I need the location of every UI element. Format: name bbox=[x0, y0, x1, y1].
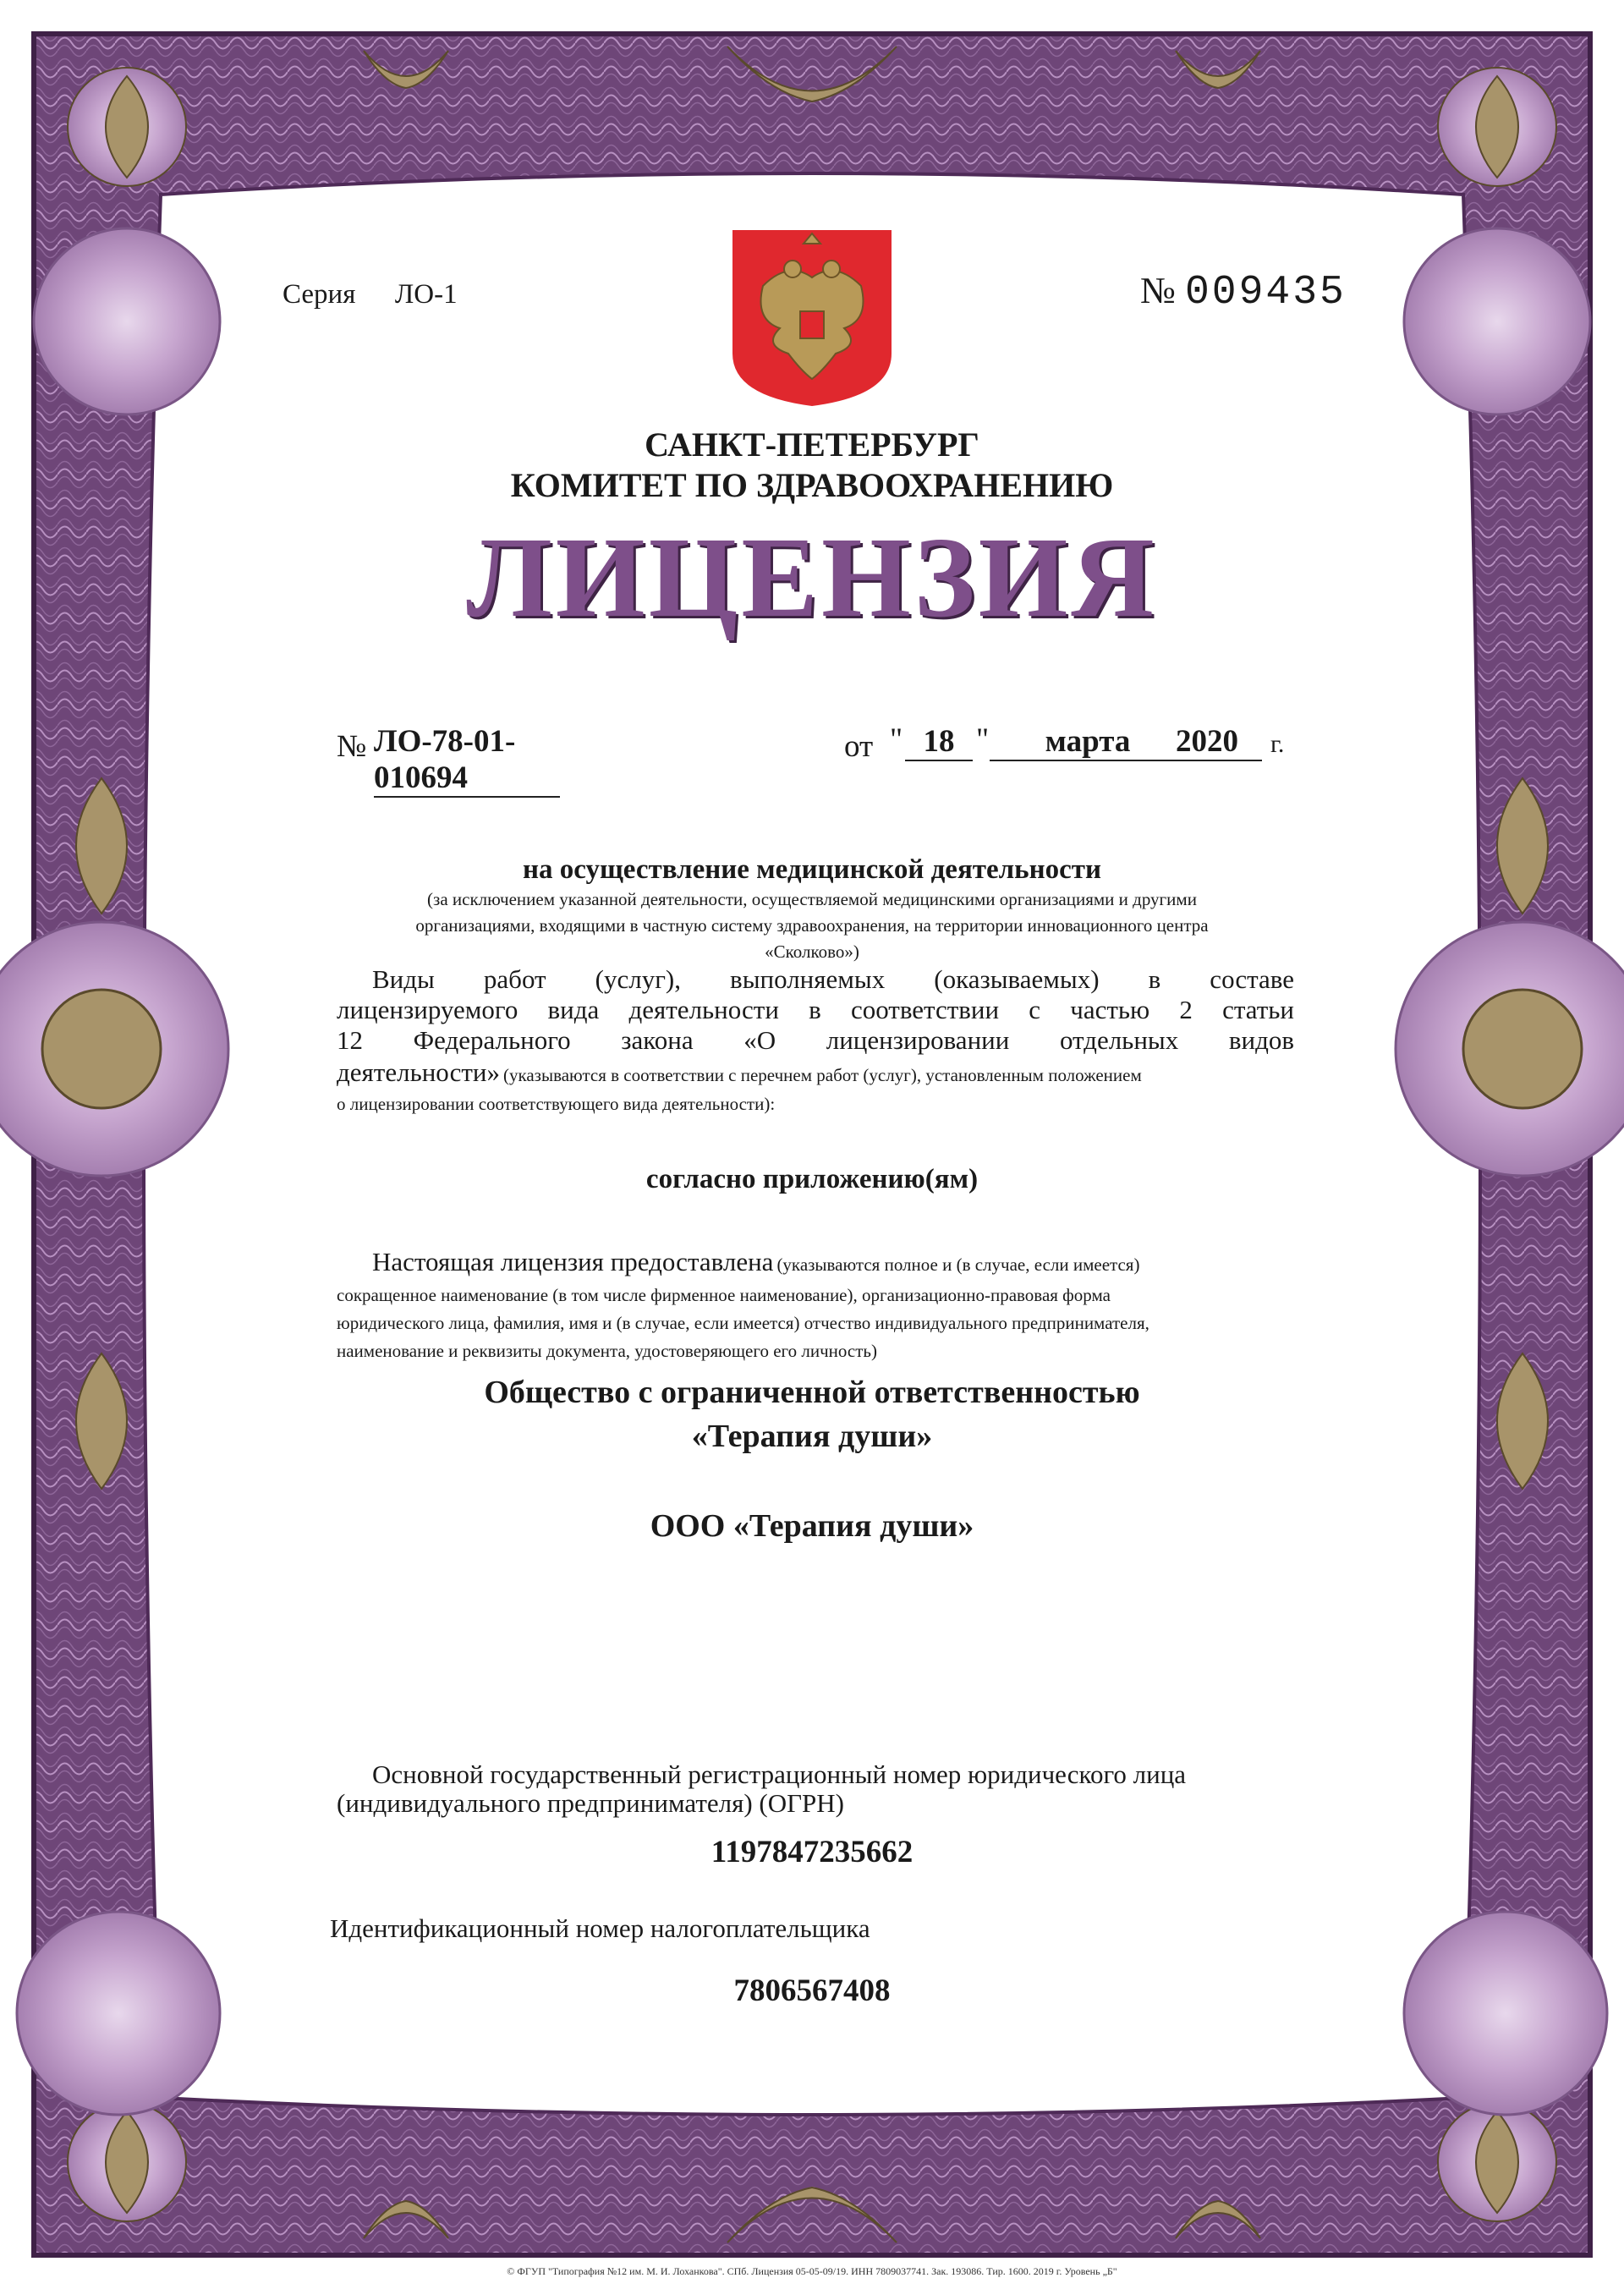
activity-title: на осуществление медицинской деятельности bbox=[522, 854, 1102, 885]
works-line-3: 12 Федерального закона «О лицензировании отдельных видов bbox=[337, 1025, 1294, 1055]
holder-intro-note: (указываются полное и (в случае, если имеется) bbox=[776, 1254, 1140, 1275]
license-year: 2020 bbox=[1176, 724, 1238, 759]
holder-note-1: сокращенное наименование (в том числе фирменное наименование), организационно-правовая форма bbox=[337, 1285, 1111, 1305]
license-day: 18 bbox=[905, 723, 973, 761]
number-sign: № bbox=[1140, 270, 1176, 311]
form-number: 009435 bbox=[1184, 270, 1347, 316]
issuer-city: САНКТ-ПЕТЕРБУРГ bbox=[645, 425, 979, 464]
date-quote-close: " bbox=[976, 722, 990, 757]
works-value: согласно приложению(ям) bbox=[645, 1164, 979, 1194]
works-last-note: (указываются в соответствии с перечнем работ (услуг), установленным положением bbox=[502, 1065, 1142, 1085]
license-number-label: № bbox=[337, 729, 367, 764]
ogrn-label-1: Основной государственный регистрационный номер юридического лица bbox=[372, 1759, 1187, 1789]
series-value: ЛО-1 bbox=[394, 279, 458, 310]
works-last-bold: деятельности» bbox=[337, 1057, 500, 1087]
coat-of-arms-icon bbox=[729, 227, 895, 409]
activity-note-2: организациями, входящими в частную систему здравоохранения, на территории инновационного центра bbox=[415, 915, 1209, 936]
activity-note-1: (за исключением указанной деятельности, осуществляемой медицинскими организациями и другими bbox=[427, 889, 1197, 909]
holder-full-name-2: «Терапия души» bbox=[691, 1419, 933, 1454]
ogrn-value: 1197847235662 bbox=[710, 1835, 914, 1869]
series-label: Серия bbox=[283, 279, 356, 310]
holder-intro bbox=[372, 1247, 1303, 1278]
holder-intro-big: Настоящая лицензия предоставлена bbox=[372, 1247, 774, 1276]
series-row bbox=[283, 279, 458, 310]
document-title: ЛИЦЕНЗИЯ bbox=[466, 514, 1158, 641]
holder-full-name-1: Общество с ограниченной ответственностью bbox=[484, 1375, 1140, 1410]
form-number-row bbox=[1140, 269, 1347, 316]
activity-note-3: «Сколково») bbox=[765, 941, 859, 962]
issuer-committee: КОМИТЕТ ПО ЗДРАВООХРАНЕНИЮ bbox=[510, 466, 1114, 504]
works-line-2: лицензируемого вида деятельности в соответствии с частью 2 статьи bbox=[337, 995, 1294, 1024]
year-suffix: г. bbox=[1270, 730, 1285, 758]
holder-note-2: юридического лица, фамилия, имя и (в случае, если имеется) отчество индивидуального предпринимателя, bbox=[337, 1313, 1149, 1333]
license-month: марта bbox=[990, 723, 1262, 761]
works-note-2: о лицензировании соответствующего вида деятельности): bbox=[337, 1094, 776, 1114]
inn-value: 7806567408 bbox=[733, 1973, 891, 2008]
holder-short-name: ООО «Терапия души» bbox=[650, 1508, 974, 1544]
license-number: ЛО-78-01-010694 bbox=[374, 723, 560, 798]
ogrn-label-2: (индивидуального предпринимателя) (ОГРН) bbox=[337, 1788, 845, 1818]
works-line-4 bbox=[337, 1057, 1301, 1089]
works-line-1: Виды работ (услуг), выполняемых (оказываемых) в составе bbox=[372, 964, 1294, 994]
holder-note-3: наименование и реквизиты документа, удостоверяющего его личность) bbox=[337, 1341, 877, 1361]
date-quote-open: " bbox=[890, 722, 903, 757]
printer-footer: © ФГУП "Типография №12 им. М. И. Лоханкова". СПб. Лицензия 05-05-09/19. ИНН 7809037741. Зак. 193086. Тир. 1600. 2019 г. Уровень „Б" bbox=[507, 2265, 1117, 2277]
inn-label: Идентификационный номер налогоплательщика bbox=[330, 1913, 870, 1943]
license-number-row bbox=[337, 722, 1301, 795]
date-from-label: от bbox=[844, 729, 874, 764]
